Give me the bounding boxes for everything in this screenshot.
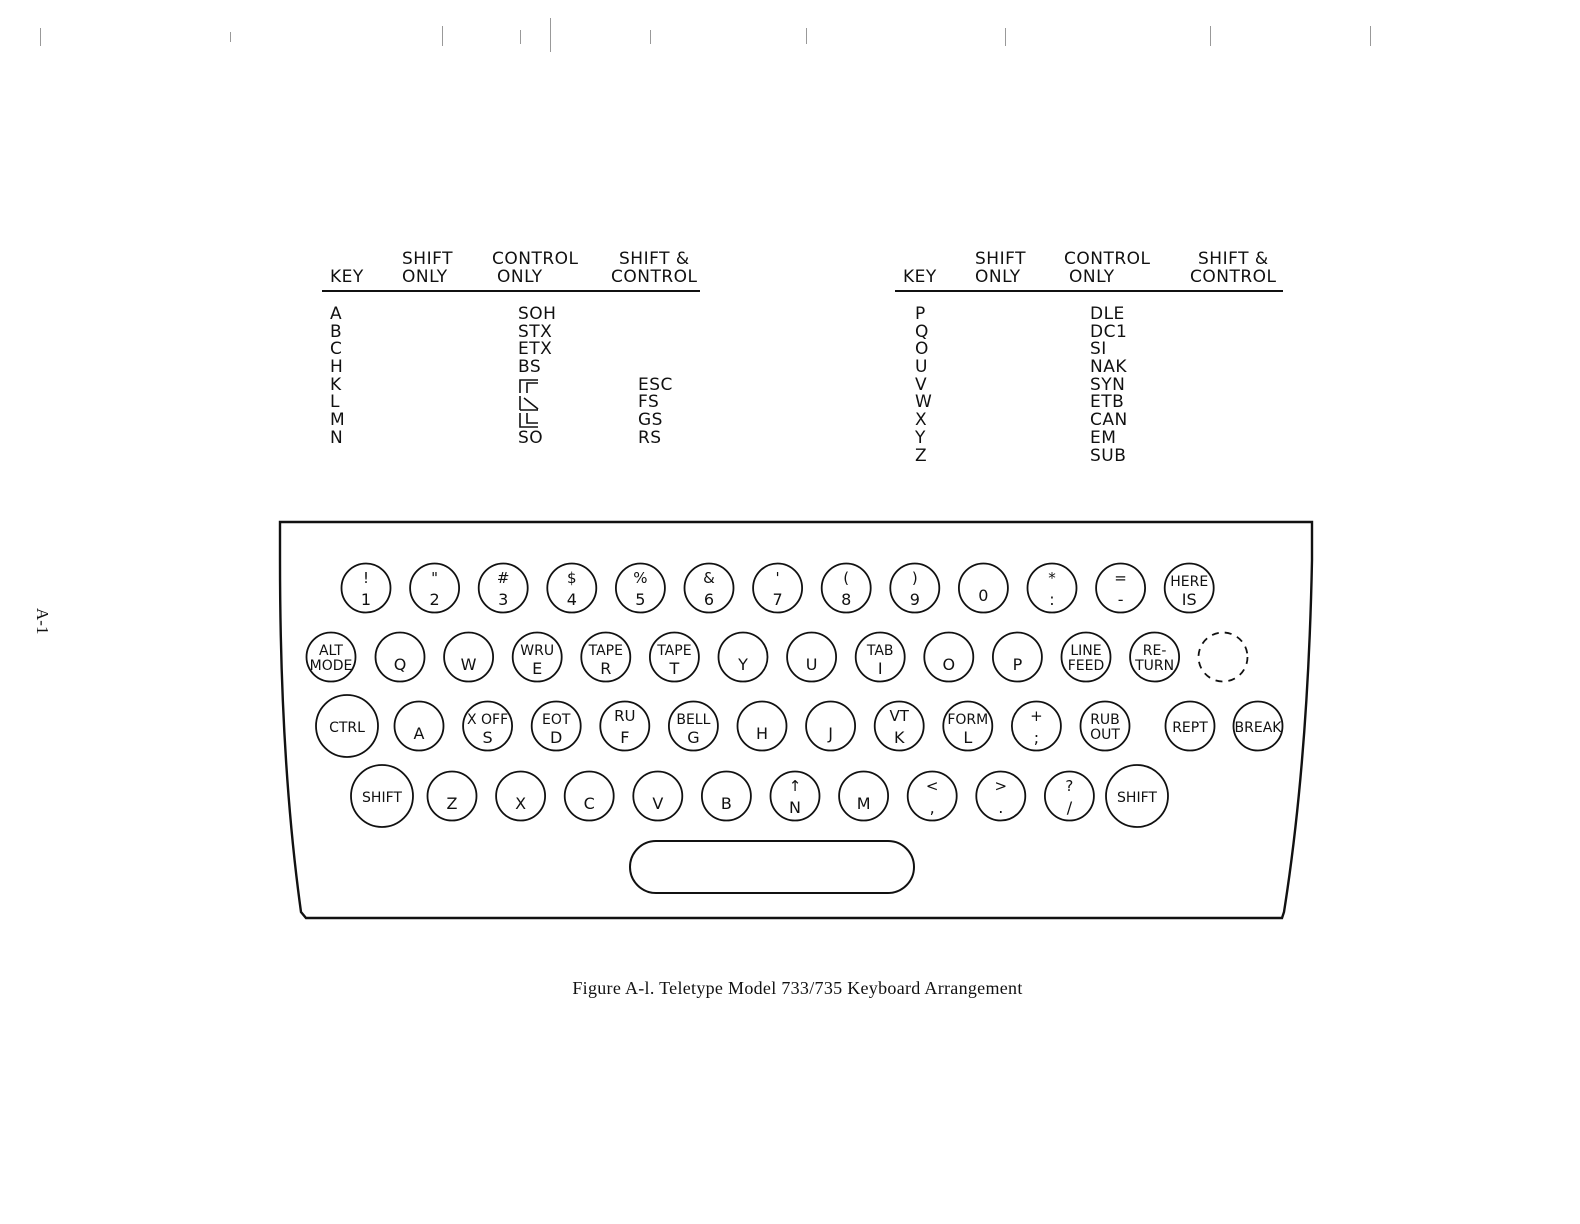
key-legend: / bbox=[1066, 798, 1073, 817]
key-y[interactable] bbox=[719, 633, 768, 682]
table-cell: L bbox=[330, 392, 340, 413]
key-a[interactable] bbox=[395, 702, 444, 751]
key-5[interactable] bbox=[616, 564, 665, 613]
key-legend: : bbox=[1049, 590, 1055, 609]
key-legend: WRU bbox=[520, 643, 555, 659]
key-sym9[interactable] bbox=[976, 772, 1025, 821]
key-legend: 6 bbox=[703, 590, 715, 609]
key-legend: ALT bbox=[318, 643, 344, 659]
key-legend: ( bbox=[843, 569, 850, 587]
key-h[interactable] bbox=[738, 702, 787, 751]
key-legend: EOT bbox=[541, 712, 571, 728]
key-legend: ) bbox=[911, 569, 918, 587]
key-legend: X bbox=[515, 794, 527, 813]
key-legend: MODE bbox=[309, 658, 353, 674]
key-legend: ? bbox=[1065, 777, 1074, 795]
key-is[interactable] bbox=[1165, 564, 1214, 613]
table-cell: K bbox=[330, 374, 342, 395]
key-legend: O bbox=[942, 655, 956, 674]
header-key: KEY bbox=[330, 267, 364, 287]
key-legend: - bbox=[1117, 590, 1124, 609]
table-cell: SUB bbox=[1090, 445, 1127, 466]
key-legend: TAPE bbox=[588, 643, 623, 659]
key-legend: T bbox=[669, 659, 680, 678]
key-l[interactable] bbox=[943, 702, 992, 751]
key-6[interactable] bbox=[685, 564, 734, 613]
key-b[interactable] bbox=[702, 772, 751, 821]
key-z[interactable] bbox=[428, 772, 477, 821]
table-cell: FS bbox=[638, 392, 660, 413]
key-sym11[interactable] bbox=[1096, 564, 1145, 613]
key-legend: 0 bbox=[978, 586, 989, 605]
key-w[interactable] bbox=[444, 633, 493, 682]
key-legend: " bbox=[431, 569, 439, 587]
key-legend: + bbox=[1030, 707, 1043, 725]
key-legend: < bbox=[925, 777, 939, 795]
key-legend: FEED bbox=[1067, 658, 1105, 674]
key-legend: RU bbox=[614, 707, 636, 725]
key-f[interactable] bbox=[600, 702, 649, 751]
key-sym10[interactable] bbox=[1012, 702, 1061, 751]
key-legend: LINE bbox=[1070, 643, 1102, 659]
key-legend: ↑ bbox=[788, 777, 802, 795]
space-bar bbox=[630, 841, 914, 893]
key-legend: D bbox=[550, 728, 563, 747]
key-legend: * bbox=[1048, 569, 1056, 587]
key-9[interactable] bbox=[890, 564, 939, 613]
key-mode[interactable] bbox=[307, 633, 356, 682]
key-s[interactable] bbox=[463, 702, 512, 751]
key-legend: I bbox=[877, 659, 883, 678]
key-d[interactable] bbox=[532, 702, 581, 751]
key-m[interactable] bbox=[839, 772, 888, 821]
key-legend: X OFF bbox=[467, 712, 509, 728]
key-legend: BELL bbox=[676, 712, 711, 728]
key-feed[interactable] bbox=[1062, 633, 1111, 682]
figure-caption: Figure A-l. Teletype Model 733/735 Keyboard Arrangement bbox=[572, 978, 1023, 998]
key-x[interactable] bbox=[496, 772, 545, 821]
key-legend: K bbox=[893, 728, 905, 747]
key-legend: 7 bbox=[772, 590, 783, 609]
key-legend: TAPE bbox=[657, 643, 692, 659]
key-u[interactable] bbox=[787, 633, 836, 682]
key-legend: 4 bbox=[566, 590, 577, 609]
table-cell: N bbox=[330, 427, 344, 448]
table-cell: P bbox=[915, 304, 926, 324]
key-i[interactable] bbox=[856, 633, 905, 682]
key-legend: 1 bbox=[360, 590, 372, 609]
key-legend: SHIFT bbox=[362, 790, 402, 806]
key-p[interactable] bbox=[993, 633, 1042, 682]
table-cell: RS bbox=[638, 427, 662, 448]
table-cell: Z bbox=[915, 445, 928, 466]
key-legend: ; bbox=[1033, 728, 1040, 747]
key-3[interactable] bbox=[479, 564, 528, 613]
key-v[interactable] bbox=[633, 772, 682, 821]
key-legend: BREAK bbox=[1234, 720, 1282, 736]
table-cell: STX bbox=[518, 321, 553, 342]
key-legend: S bbox=[482, 728, 493, 747]
key-legend: TAB bbox=[866, 643, 894, 659]
table-cell: SI bbox=[1090, 339, 1107, 360]
table-cell: W bbox=[915, 392, 933, 413]
key-out[interactable] bbox=[1081, 702, 1130, 751]
key-e[interactable] bbox=[513, 633, 562, 682]
key-sym10[interactable] bbox=[1045, 772, 1094, 821]
key-legend: H bbox=[755, 724, 769, 743]
table-cell: X bbox=[915, 410, 928, 431]
key-legend: = bbox=[1114, 569, 1127, 587]
key-legend: TURN bbox=[1135, 658, 1175, 674]
key-2[interactable] bbox=[410, 564, 459, 613]
table-cell: C bbox=[330, 339, 343, 360]
header-shift: SHIFT ONLY bbox=[975, 249, 1026, 287]
key-legend: VT bbox=[889, 707, 909, 725]
table-cell: H bbox=[330, 357, 344, 378]
key-legend: J bbox=[828, 724, 833, 743]
table-cell: BS bbox=[518, 357, 542, 378]
key-legend: L bbox=[963, 728, 973, 747]
key-legend: ! bbox=[362, 569, 370, 587]
key-legend: HERE bbox=[1170, 574, 1209, 590]
table-cell: B bbox=[330, 321, 343, 342]
key-o[interactable] bbox=[924, 633, 973, 682]
key-legend: REPT bbox=[1172, 720, 1208, 736]
table-cell: O bbox=[915, 339, 929, 360]
key-sym8[interactable] bbox=[908, 772, 957, 821]
key-8[interactable] bbox=[822, 564, 871, 613]
key-legend: 3 bbox=[498, 590, 509, 609]
key-legend: IS bbox=[1181, 590, 1197, 609]
key-legend: B bbox=[720, 794, 732, 813]
key-legend: Y bbox=[738, 655, 748, 674]
key-legend: Z bbox=[446, 794, 458, 813]
table-cell: U bbox=[915, 357, 928, 378]
key-legend: U bbox=[805, 655, 818, 674]
key-legend: FORM bbox=[947, 712, 989, 728]
header-shift: SHIFT ONLY bbox=[402, 249, 453, 287]
key-break[interactable] bbox=[1234, 702, 1283, 751]
key-legend: , bbox=[929, 798, 935, 817]
key-legend: W bbox=[460, 655, 477, 674]
key-legend: G bbox=[687, 728, 700, 747]
key-k[interactable] bbox=[875, 702, 924, 751]
key-legend: . bbox=[998, 798, 1004, 817]
key-0[interactable] bbox=[959, 564, 1008, 613]
table-cell: EM bbox=[1090, 427, 1117, 448]
key-1[interactable] bbox=[342, 564, 391, 613]
header-control: CONTROL ONLY bbox=[1064, 249, 1151, 287]
table-cell: SOH bbox=[518, 304, 557, 324]
key-legend: RE- bbox=[1142, 643, 1167, 659]
key-legend: 2 bbox=[429, 590, 440, 609]
key-legend: R bbox=[600, 659, 612, 678]
header-control: CONTROL ONLY bbox=[492, 249, 579, 287]
table-cell: DLE bbox=[1090, 304, 1125, 324]
key-shift[interactable] bbox=[351, 765, 413, 827]
key-blank[interactable] bbox=[1199, 633, 1248, 682]
key-g[interactable] bbox=[669, 702, 718, 751]
key-rept[interactable] bbox=[1166, 702, 1215, 751]
table-cell: A bbox=[330, 304, 343, 324]
key-legend: E bbox=[532, 659, 543, 678]
table-cell: ETX bbox=[518, 339, 553, 360]
key-legend: Q bbox=[393, 655, 407, 674]
key-legend: 9 bbox=[909, 590, 920, 609]
key-legend: CTRL bbox=[329, 720, 365, 736]
key-q[interactable] bbox=[376, 633, 425, 682]
key-7[interactable] bbox=[753, 564, 802, 613]
page-number: A-1 bbox=[33, 608, 52, 635]
key-sym10[interactable] bbox=[1028, 564, 1077, 613]
key-legend: 5 bbox=[635, 590, 646, 609]
key-legend: RUB bbox=[1090, 712, 1120, 728]
key-legend: $ bbox=[567, 569, 577, 587]
key-legend: % bbox=[633, 569, 648, 587]
header-shift-control: SHIFT & CONTROL bbox=[611, 249, 698, 287]
key-r[interactable] bbox=[581, 633, 630, 682]
key-legend: 8 bbox=[841, 590, 852, 609]
key-legend: V bbox=[652, 794, 664, 813]
table-cell: CAN bbox=[1090, 410, 1128, 431]
key-turn[interactable] bbox=[1130, 633, 1179, 682]
table-cell: SO bbox=[518, 427, 544, 448]
key-legend: OUT bbox=[1090, 727, 1120, 743]
key-legend: & bbox=[703, 569, 715, 587]
table-cell: M bbox=[330, 410, 346, 431]
key-ctrl[interactable] bbox=[316, 695, 378, 757]
key-4[interactable] bbox=[547, 564, 596, 613]
key-legend: A bbox=[413, 724, 425, 743]
header-shift-control: SHIFT & CONTROL bbox=[1190, 249, 1277, 287]
table-cell: DC1 bbox=[1090, 321, 1128, 342]
table-cell: Y bbox=[915, 427, 926, 448]
table-cell: V bbox=[915, 374, 928, 395]
key-c[interactable] bbox=[565, 772, 614, 821]
key-legend: SHIFT bbox=[1117, 790, 1157, 806]
table-cell: ETB bbox=[1090, 392, 1125, 413]
key-n[interactable] bbox=[771, 772, 820, 821]
key-legend: # bbox=[496, 569, 510, 587]
key-legend: ' bbox=[775, 569, 780, 587]
table-cell: ESC bbox=[638, 374, 673, 395]
key-j[interactable] bbox=[806, 702, 855, 751]
key-shift[interactable] bbox=[1106, 765, 1168, 827]
key-legend: N bbox=[789, 798, 801, 817]
table-cell: SYN bbox=[1090, 374, 1126, 395]
key-legend: > bbox=[994, 777, 1008, 795]
table-cell: Q bbox=[915, 321, 929, 342]
key-legend: C bbox=[583, 794, 595, 813]
key-t[interactable] bbox=[650, 633, 699, 682]
key-legend: M bbox=[856, 794, 871, 813]
header-key: KEY bbox=[903, 267, 937, 287]
table-cell: GS bbox=[638, 410, 663, 431]
key-legend: P bbox=[1012, 655, 1023, 674]
table-cell: NAK bbox=[1090, 357, 1127, 378]
key-legend: F bbox=[620, 728, 630, 747]
